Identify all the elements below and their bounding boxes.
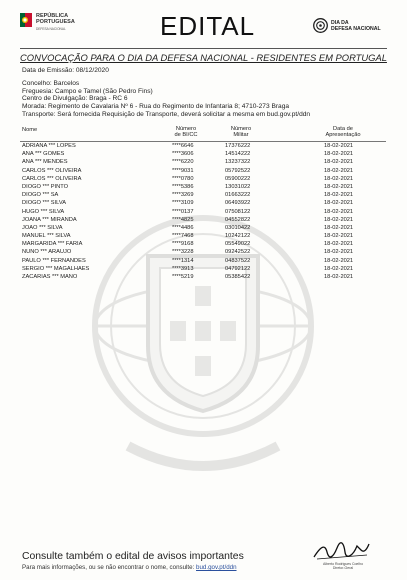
ddn-name-line1: DIA DA [331,19,349,26]
signer-block [311,562,375,570]
cell-date: 18-02-2021 [324,257,354,264]
table-row [20,265,386,273]
cell-military: 03010422 [225,224,251,231]
table-row [20,257,386,265]
cell-military: 01663222 [225,192,251,199]
cell-bi: ****9031 [172,167,194,174]
table-row [20,224,386,232]
footer-info-text: Para mais informações, ou se não encontrar o nome, consulte: [22,564,197,571]
republic-subtitle: DEFESA NACIONAL [36,27,66,31]
cell-name: MARGARIDA *** FARIA [22,241,83,248]
header-name: Nome [22,127,38,133]
table-body [20,142,386,281]
table-row [20,175,386,183]
cell-date: 18-02-2021 [324,151,354,158]
table-row [20,216,386,224]
cell-name: NUNO *** ARAUJO [22,249,72,256]
table-row [20,240,386,248]
header-divider [20,48,387,49]
cell-date: 18-02-2021 [324,175,354,182]
table-row [20,208,386,216]
cell-military: 04552822 [225,216,251,223]
cell-date: 18-02-2021 [324,249,354,256]
cell-bi: ****3109 [172,200,194,207]
table-row [20,273,386,281]
republic-name-line2: PORTUGUESA [36,19,75,25]
cell-name: PAULO *** FERNANDES [22,257,86,264]
cell-bi: ****5386 [172,183,194,190]
cell-bi: ****6220 [172,159,194,166]
header-date [320,126,366,138]
cell-name: SERGIO *** MAGALHAES [22,265,90,272]
cell-military: 05792522 [225,167,251,174]
cell-date: 18-02-2021 [324,200,354,207]
cell-name: DIOGO *** SILVA [22,200,67,207]
cell-bi: ****3606 [172,151,194,158]
cell-military: 13237322 [225,159,251,166]
cell-date: 18-02-2021 [324,159,354,166]
cell-date: 18-02-2021 [324,208,354,215]
signature [311,540,371,562]
table-row [20,191,386,199]
cell-military: 04792122 [225,265,251,272]
cell-name: ZACARIAS *** MANO [22,274,78,280]
table-row [20,232,386,240]
republic-emblem-icon [20,13,32,27]
cell-name: MANUEL *** SILVA [22,233,71,240]
page-title: EDITAL [160,11,256,41]
cell-military: 17376222 [225,143,251,149]
cell-name: CARLOS *** OLIVEIRA [22,175,82,182]
cell-name: HUGO *** SILVA [22,208,65,215]
convocation-table [20,122,386,281]
ddn-name-line2: DEFESA NACIONAL [331,25,381,32]
cell-military: 07508122 [225,208,251,215]
signer-role: Diretor-Geral [332,566,354,571]
cell-date: 18-02-2021 [324,143,354,149]
cell-bi: ****4486 [172,224,194,231]
table-row [20,158,386,166]
cell-bi: ****5219 [172,274,194,280]
header-bi-line1: Número [175,126,197,132]
cell-military: 05549022 [225,241,251,248]
transporte-line: Transporte: Será fornecida Requisição de Transporte, deverá solicitar a mesma em bud.gov.pt/ddn [22,110,311,118]
cell-military: 05385422 [225,274,251,280]
cell-bi: ****6646 [172,143,194,149]
cell-military: 06493922 [225,200,251,207]
cell-military: 13031022 [225,183,251,190]
table-header [20,122,386,142]
ddn-logo-icon [313,18,328,33]
footer-title: Consulte também o edital de avisos importantes [22,551,244,562]
cell-date: 18-02-2021 [324,183,354,190]
footer-link[interactable]: bud.gov.pt/ddn [196,564,237,571]
cell-bi: ****9168 [172,241,194,248]
cell-name: DIOGO *** SA [22,192,59,199]
cell-date: 18-02-2021 [324,216,354,223]
header-military [224,126,258,138]
table-row [20,150,386,158]
republic-name-line1: REPÚBLICA [36,13,69,19]
ddn-logo [313,18,381,33]
cell-name: JOANA *** MIRANDA [22,216,77,223]
table-row [20,142,386,150]
table-row [20,199,386,207]
cell-date: 18-02-2021 [324,265,354,272]
cell-bi: ****7468 [172,233,194,240]
table-row [20,248,386,256]
info-block [22,80,310,119]
republic-logo [20,13,75,31]
cell-date: 18-02-2021 [324,274,354,280]
footer-info [22,564,237,571]
cell-date: 18-02-2021 [324,233,354,240]
cell-name: ANA *** GOMES [22,151,65,158]
cell-date: 18-02-2021 [324,192,354,199]
freguesia-line: Freguesia: Campo e Tamel (São Pedro Fins) [22,87,153,95]
cell-date: 18-02-2021 [324,241,354,248]
cell-military: 10242122 [225,233,251,240]
cell-military: 04837522 [225,257,251,264]
header-date-line2: Apresentação [325,132,361,139]
cell-date: 18-02-2021 [324,167,354,174]
signer-name: Alberto Rodrigues Coelho [322,562,364,566]
header-military-line2: Militar [233,132,249,139]
cell-military: 05900222 [225,175,251,182]
cell-bi: ****0137 [172,208,194,215]
header-date-line1: Data de [333,126,353,132]
header-bi [168,126,204,138]
table-row [20,183,386,191]
cell-military: 09242522 [225,249,251,256]
cell-name: ADRIANA *** LOPES [22,143,76,149]
cell-bi: ****3913 [172,265,194,272]
cell-name: DIOGO *** PINTO [22,183,69,190]
cell-bi: ****1314 [172,257,194,264]
cell-military: 14514222 [225,151,251,158]
cell-bi: ****0780 [172,175,194,182]
morada-line: Morada: Regimento de Cavalaria Nº 6 - Rua do Regimento de Infantaria 8; 4710-273 Braga [22,103,290,111]
cell-bi: ****3269 [172,192,194,199]
cell-name: JOAO *** SILVA [22,224,63,231]
cell-name: CARLOS *** OLIVEIRA [22,167,82,174]
issue-date: Data de Emissão: 08/12/2020 [22,67,109,74]
cell-name: ANA *** MENDES [22,159,68,166]
cell-bi: ****4825 [172,216,194,223]
cell-bi: ****3228 [172,249,194,256]
concelho-line: Concelho: Barcelos [22,80,80,87]
cell-date: 18-02-2021 [324,224,354,231]
table-row [20,167,386,175]
convocation-subtitle: CONVOCAÇÃO PARA O DIA DA DEFESA NACIONAL - RESIDENTES EM PORTUGAL [20,52,387,63]
header-military-line1: Número [230,126,252,132]
header-bi-line2: de BI/CC [174,132,198,139]
centro-line: Centro de Divulgação: Braga - RC 6 [22,95,128,103]
